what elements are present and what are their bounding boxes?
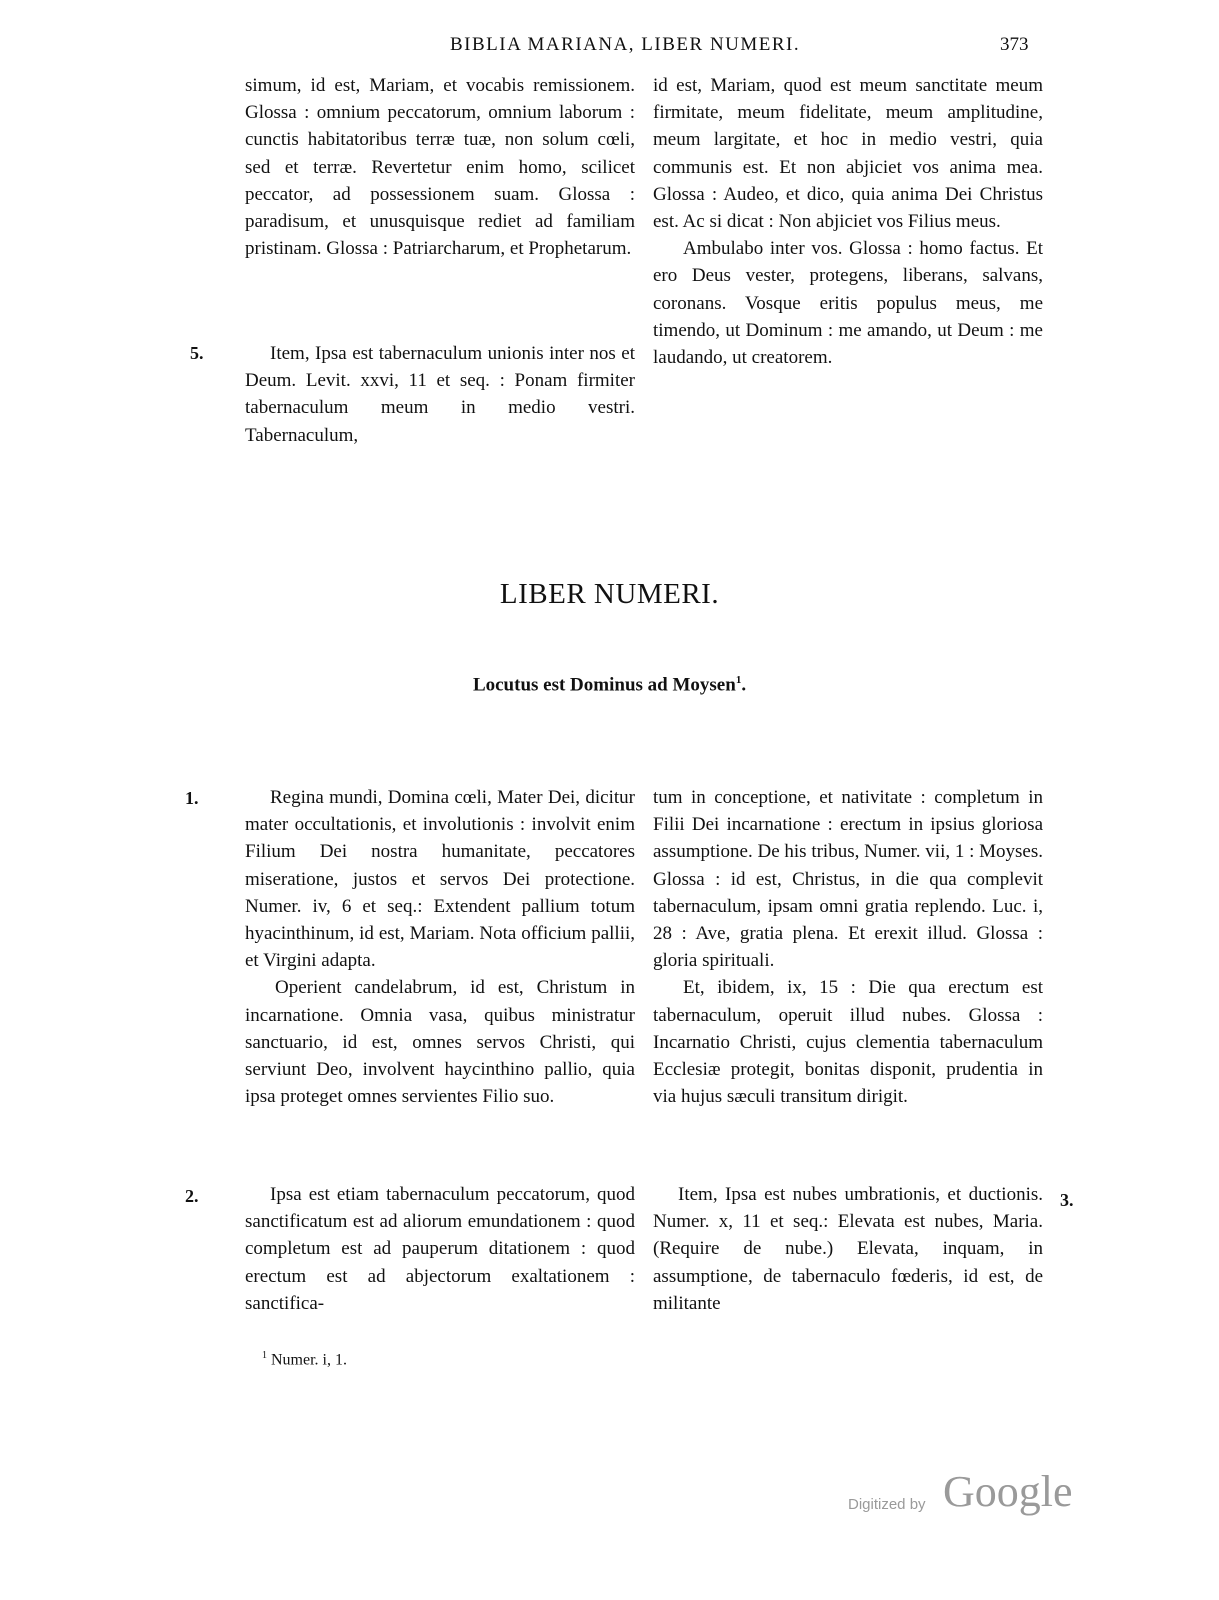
section-title: LIBER NUMERI. (499, 578, 720, 610)
paragraph: simum, id est, Mariam, et vocabis remissionem. Glossa : omnium peccatorum, omnium laborum : cunctis habitatoribus terræ tuæ, non solum cœli, sed et terræ. Revertetur enim homo, scilicet peccator, ad possessionem suam. Glossa : paradisum, et unusquisque rediet ad familiam pristinam. Glossa : Patriarcharum, et Prophetarum. (245, 75, 635, 260)
top-left-column-2 (245, 340, 635, 449)
paragraph: id est, Mariam, quod est meum sanctitate meum firmitate, meum fidelitate, meum amplitudine, meum largitate, et hoc in medio vestri, quia communis est. Et non abjiciet vos anima mea. Glossa : Audeo, et dico, quia anima Dei Christus est. Ac si dicat : Non abjiciet vos Filius meus. (653, 75, 1043, 233)
margin-number: 1. (185, 788, 199, 808)
margin-number: 2. (185, 1186, 199, 1206)
page-number: 373 (1000, 34, 1029, 55)
margin-number: 5. (190, 343, 204, 363)
running-head: BIBLIA MARIANA, LIBER NUMERI. (450, 34, 801, 55)
body-left-column-2 (245, 1181, 635, 1317)
paragraph: Item, Ipsa est nubes umbrationis, et ductionis. Numer. x, 11 et seq.: Elevata est nubes, Maria. (Require de nube.) Elevata, inquam, in assumptione, de tabernaculo fœderis, id est, de militante (653, 1184, 1043, 1314)
section-subtitle: Locutus est Dominus ad Moysen$^1$. (472, 674, 747, 696)
paragraph: Item, Ipsa est tabernaculum unionis inter nos et Deum. Levit. xxvi, 11 et seq. : Ponam firmiter tabernaculum meum in medio vestri. Tabernaculum, (245, 343, 635, 446)
paragraph: tum in conceptione, et nativitate : completum in Filii Dei incarnatione : erectum in ipsius gloriosa assumptione. De his tribus, Numer. vii, 1 : Moyses. Glossa : id est, Christus, in die qua complevit tabernaculum, ipsam omni gratia replendo. Luc. i, 28 : Ave, gratia plena. Et erexit illud. Glossa : gloria spirituali. (653, 787, 1044, 972)
subtitle-text: Locutus est Dominus ad Moysen (472, 674, 736, 696)
body-right-column-1 (653, 784, 1043, 1110)
top-right-column (653, 72, 1043, 371)
footnote (262, 1350, 347, 1369)
paragraph: Et, ibidem, ix, 15 : Die qua erectum est tabernaculum, operuit illud nubes. Glossa : Incarnatio Christi, cujus clementia tabernaculum Ecclesiæ protegit, bonitas disponit, prudentia in via hujus sæculi transitum dirigit. (653, 977, 1043, 1108)
top-left-column (245, 72, 635, 262)
footnote-mark: 1 (262, 1350, 267, 1361)
margin-number: 3. (1060, 1190, 1074, 1210)
footnote-text: Numer. i, 1. (271, 1351, 347, 1369)
page-header (0, 30, 1219, 60)
watermark-logo: Google (943, 1467, 1073, 1516)
google-watermark (848, 1466, 1098, 1526)
paragraph: Ambulabo inter vos. Glossa : homo factus. Et ero Deus vester, protegens, liberans, salvans, coronans. Vosque eritis populus meus, me timendo, ut Dominum : me amando, ut Deum : me laudando, ut creatorem. (653, 238, 1043, 369)
footnote-ref: 1 (735, 674, 742, 686)
body-left-column-1 (245, 784, 635, 1110)
paragraph: Operient candelabrum, id est, Christum in incarnatione. Omnia vasa, quibus ministratur sanctuario, id est, omnes servos Christi, qui serviunt Deo, involvent haycinthino pallio, quia ipsa proteget omnes servientes Filio suo. (245, 977, 635, 1108)
body-right-column-2 (653, 1181, 1043, 1317)
watermark-small: Digitized by (848, 1496, 926, 1513)
paragraph: Regina mundi, Domina cœli, Mater Dei, dicitur mater occultationis, et involutionis : involvit enim Filium Dei nostra humanitate, peccatores miseratione, justos et servos Dei protectione. Numer. iv, 6 et seq.: Extendent pallium totum hyacinthinum, id est, Mariam. Nota officium pallii, et Virgini adapta. (245, 787, 635, 972)
paragraph: Ipsa est etiam tabernaculum peccatorum, quod sanctificatum est ad aliorum emundationem : quod completum est ad pauperum ditationem : quod erectum est ad abjectorum exaltationem : sanctifica- (245, 1184, 635, 1314)
